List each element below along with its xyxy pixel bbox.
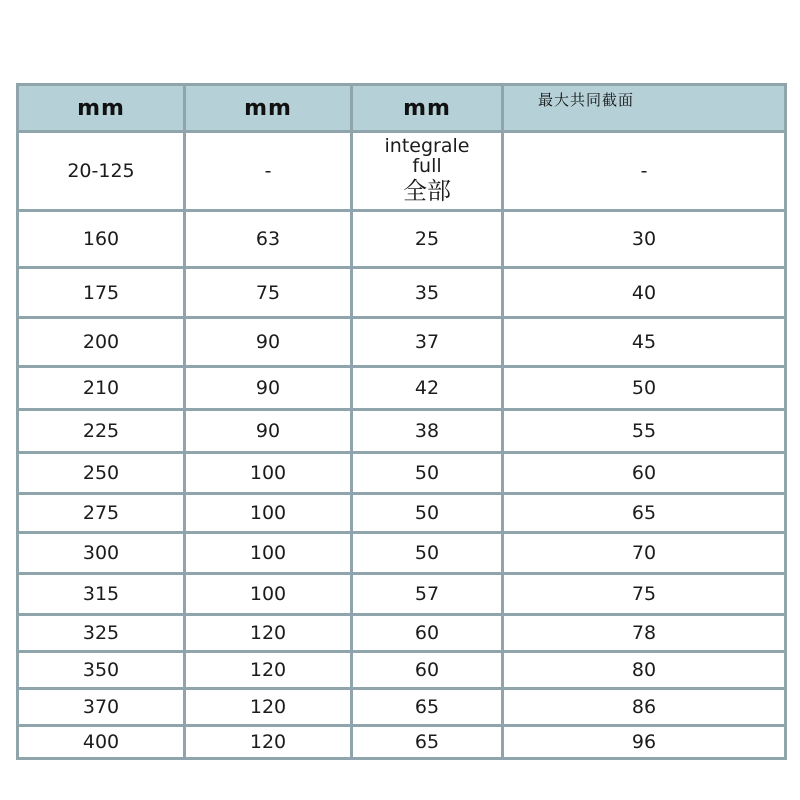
multi-line-label	[353, 137, 501, 204]
table-row	[18, 652, 786, 689]
table-cell: 160	[18, 211, 185, 268]
header-row	[18, 85, 786, 132]
table-row	[18, 689, 786, 726]
table-cell: 100	[185, 574, 352, 615]
table-cell: 325	[18, 615, 185, 652]
header-cell-max-common-section: 最大共同截面	[503, 85, 786, 132]
table-cell: 400	[18, 726, 185, 759]
table-cell: 63	[185, 211, 352, 268]
table-cell: 70	[503, 533, 786, 574]
table-cell: -	[185, 132, 352, 211]
table-cell: 55	[503, 410, 786, 453]
table-row	[18, 453, 786, 494]
table-cell: 57	[352, 574, 503, 615]
table-row	[18, 574, 786, 615]
table-cell: 45	[503, 318, 786, 367]
table-cell: 120	[185, 615, 352, 652]
table-cell: 50	[352, 533, 503, 574]
label-quanbu: 全部	[403, 177, 451, 206]
table-cell: 225	[18, 410, 185, 453]
table-row	[18, 615, 786, 652]
table-cell: 100	[185, 533, 352, 574]
table-cell: 65	[352, 726, 503, 759]
table-cell: 96	[503, 726, 786, 759]
spec-table	[16, 83, 787, 760]
table-cell: 120	[185, 726, 352, 759]
table-cell: 50	[503, 367, 786, 410]
table-cell: 60	[352, 652, 503, 689]
table-cell: 90	[185, 318, 352, 367]
table-cell: 350	[18, 652, 185, 689]
header-cell-1: mm	[18, 85, 185, 132]
table-cell: 370	[18, 689, 185, 726]
table-cell: 60	[503, 453, 786, 494]
table-cell: 65	[352, 689, 503, 726]
table-cell: 80	[503, 652, 786, 689]
header-cell-2: mm	[185, 85, 352, 132]
table-row-integral	[18, 132, 786, 211]
header-cell-3: mm	[352, 85, 503, 132]
table-cell: 37	[352, 318, 503, 367]
table-cell: 65	[503, 494, 786, 533]
table-cell: 315	[18, 574, 185, 615]
table-cell: 90	[185, 410, 352, 453]
table-cell: 250	[18, 453, 185, 494]
table-cell: 20-125	[18, 132, 185, 211]
table-cell: 50	[352, 494, 503, 533]
table-row	[18, 367, 786, 410]
table-cell: 42	[352, 367, 503, 410]
table-row	[18, 410, 786, 453]
table-cell: 300	[18, 533, 185, 574]
table-cell-integral-full	[352, 132, 503, 211]
table-cell: 175	[18, 268, 185, 318]
table-cell: 120	[185, 689, 352, 726]
table-cell: 38	[352, 410, 503, 453]
table-row	[18, 318, 786, 367]
table-row	[18, 494, 786, 533]
label-full: full	[412, 155, 442, 178]
table-cell: 40	[503, 268, 786, 318]
table-row	[18, 533, 786, 574]
table-cell: 60	[352, 615, 503, 652]
table-cell: 86	[503, 689, 786, 726]
table-cell: 75	[185, 268, 352, 318]
table-cell: 25	[352, 211, 503, 268]
spec-table-container	[16, 83, 784, 753]
table-cell: 78	[503, 615, 786, 652]
table-cell: 75	[503, 574, 786, 615]
label-integrale: integrale	[384, 135, 470, 158]
table-cell: 200	[18, 318, 185, 367]
table-cell: 30	[503, 211, 786, 268]
table-cell: -	[503, 132, 786, 211]
table-row	[18, 211, 786, 268]
table-cell: 90	[185, 367, 352, 410]
table-row	[18, 268, 786, 318]
table-cell: 120	[185, 652, 352, 689]
table-cell: 50	[352, 453, 503, 494]
table-cell: 100	[185, 453, 352, 494]
table-cell: 210	[18, 367, 185, 410]
table-row	[18, 726, 786, 759]
table-cell: 275	[18, 494, 185, 533]
table-cell: 100	[185, 494, 352, 533]
table-cell: 35	[352, 268, 503, 318]
